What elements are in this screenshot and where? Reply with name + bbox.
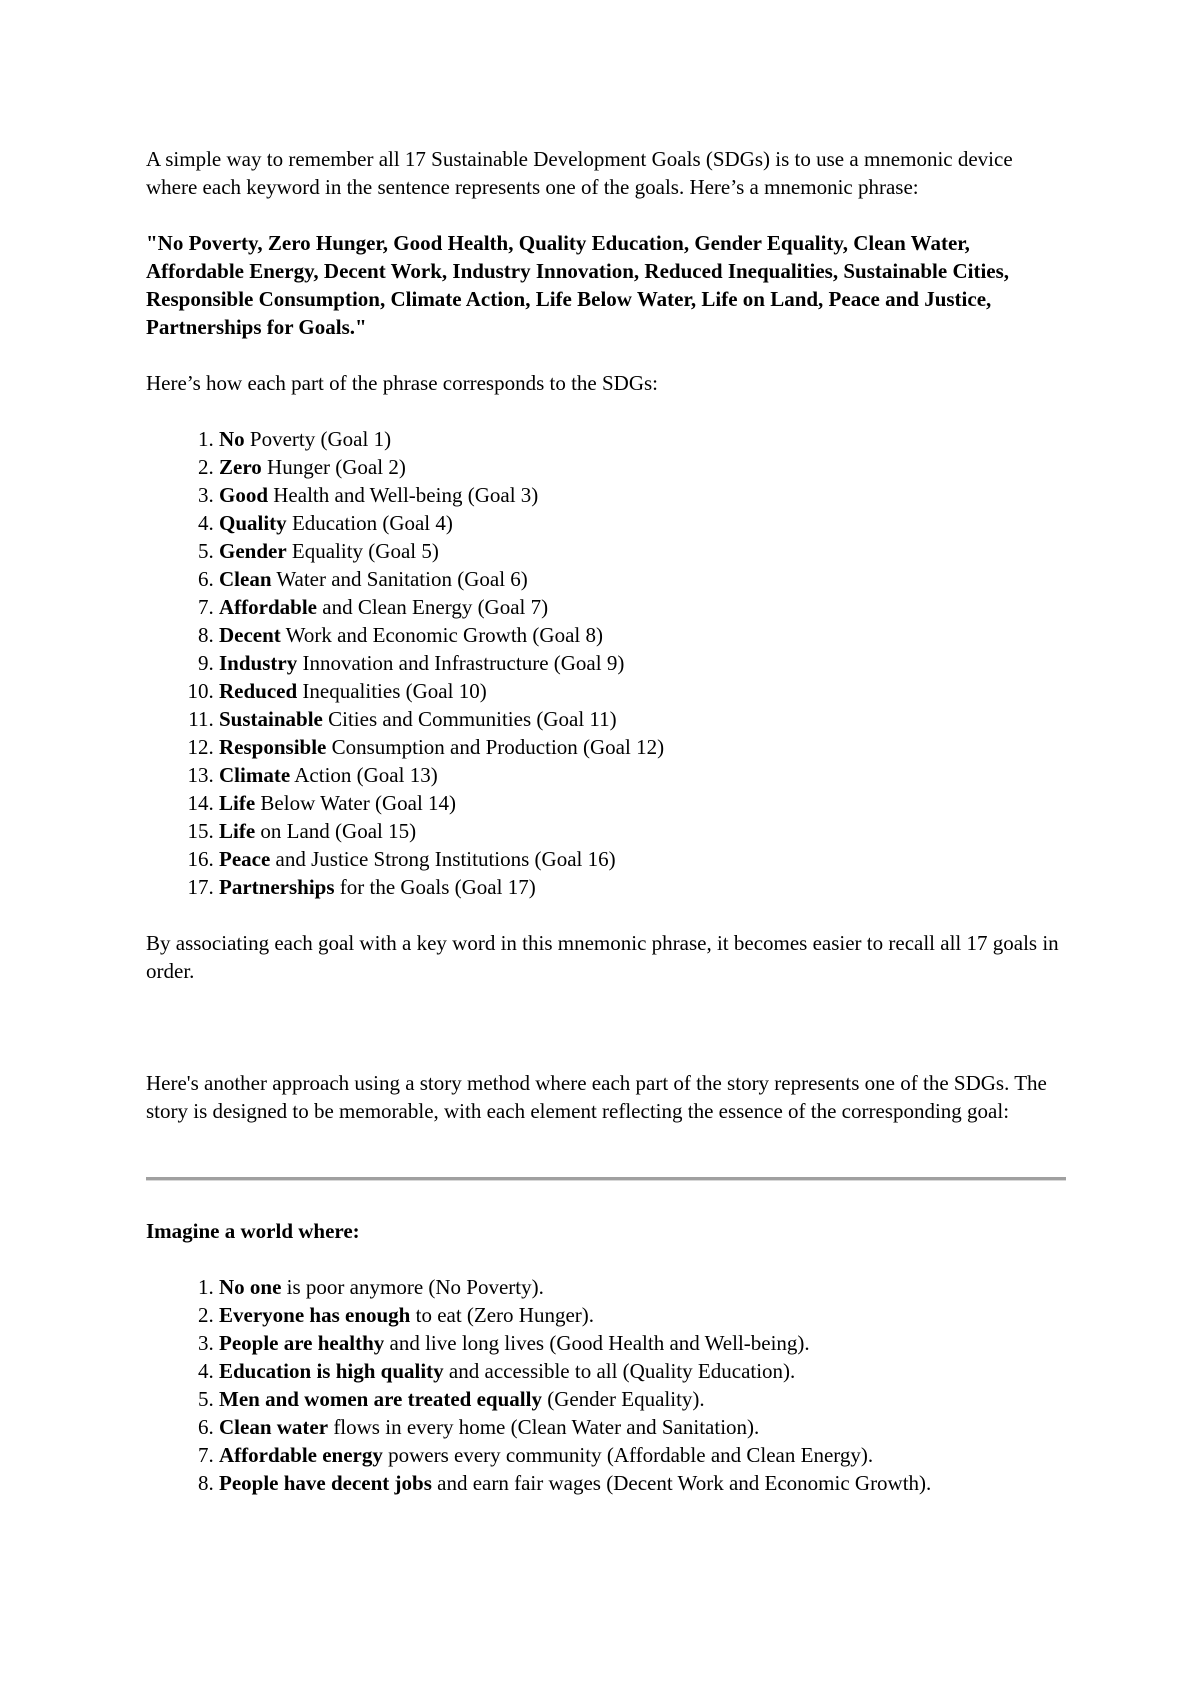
list-item: 6. Clean Water and Sanitation (Goal 6)	[219, 565, 1066, 593]
list-item: 4. Education is high quality and accessible to all (Quality Education).	[219, 1357, 1066, 1385]
list-item: 11. Sustainable Cities and Communities (Goal 11)	[219, 705, 1066, 733]
list-item: 3. People are healthy and live long lives (Good Health and Well-being).	[219, 1329, 1066, 1357]
closing-paragraph: By associating each goal with a key word in this mnemonic phrase, it becomes easier to recall all 17 goals in order.	[146, 931, 1059, 983]
story-intro-paragraph: Here's another approach using a story method where each part of the story represents one of the SDGs. The story is designed to be memorable, with each element reflecting the essence of the corresponding goal:	[146, 1071, 1047, 1123]
list-item: 8. People have decent jobs and earn fair wages (Decent Work and Economic Growth).	[219, 1469, 1066, 1497]
list-item: 17. Partnerships for the Goals (Goal 17)	[219, 873, 1066, 901]
list-item: 15. Life on Land (Goal 15)	[219, 817, 1066, 845]
list-item: 2. Everyone has enough to eat (Zero Hunger).	[219, 1301, 1066, 1329]
list-item: 8. Decent Work and Economic Growth (Goal 8)	[219, 621, 1066, 649]
list-item: 10. Reduced Inequalities (Goal 10)	[219, 677, 1066, 705]
document-page	[146, 145, 1066, 1525]
list-item: 12. Responsible Consumption and Production (Goal 12)	[219, 733, 1066, 761]
list-lead: Here’s how each part of the phrase corresponds to the SDGs:	[146, 371, 659, 395]
list-item: 3. Good Health and Well-being (Goal 3)	[219, 481, 1066, 509]
list-item: 1. No one is poor anymore (No Poverty).	[219, 1273, 1066, 1301]
mnemonic-phrase: "No Poverty, Zero Hunger, Good Health, Quality Education, Gender Equality, Clean Water, Affordable Energy, Decent Work, Industry Innovation, Reduced Inequalities, Sustainable Cities, Responsible Consumption, Climate Action, Life Below Water, Life on Land, Peace and Justice, Partnerships for Goals."	[146, 231, 1010, 339]
list-item: 2. Zero Hunger (Goal 2)	[219, 453, 1066, 481]
list-item: 6. Clean water flows in every home (Clean Water and Sanitation).	[219, 1413, 1066, 1441]
story-list	[146, 1273, 1066, 1497]
story-heading: Imagine a world where:	[146, 1219, 360, 1243]
list-item: 7. Affordable energy powers every community (Affordable and Clean Energy).	[219, 1441, 1066, 1469]
goals-list	[146, 425, 1066, 901]
list-item: 1. No Poverty (Goal 1)	[219, 425, 1066, 453]
list-item: 7. Affordable and Clean Energy (Goal 7)	[219, 593, 1066, 621]
list-item: 14. Life Below Water (Goal 14)	[219, 789, 1066, 817]
list-item: 16. Peace and Justice Strong Institutions (Goal 16)	[219, 845, 1066, 873]
horizontal-divider	[146, 1177, 1066, 1181]
list-item: 9. Industry Innovation and Infrastructure (Goal 9)	[219, 649, 1066, 677]
list-item: 5. Gender Equality (Goal 5)	[219, 537, 1066, 565]
intro-paragraph: A simple way to remember all 17 Sustainable Development Goals (SDGs) is to use a mnemonic device where each keyword in the sentence represents one of the goals. Here’s a mnemonic phrase:	[146, 147, 1013, 199]
list-item: 5. Men and women are treated equally (Gender Equality).	[219, 1385, 1066, 1413]
list-item: 4. Quality Education (Goal 4)	[219, 509, 1066, 537]
list-item: 13. Climate Action (Goal 13)	[219, 761, 1066, 789]
